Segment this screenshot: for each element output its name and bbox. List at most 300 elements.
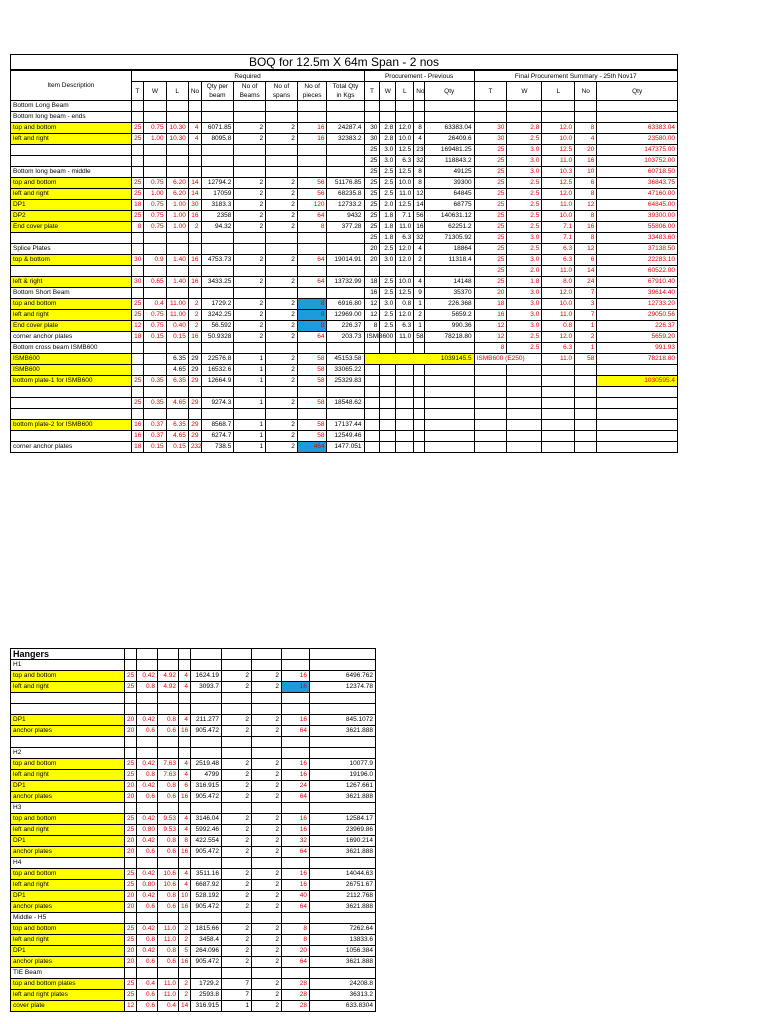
value-cell (507, 101, 542, 112)
value-cell: 64 (297, 211, 327, 222)
value-cell (234, 288, 266, 299)
value-cell: 32 (282, 836, 310, 847)
value-cell: 2.8 (380, 134, 396, 145)
value-cell: 20 (125, 946, 137, 957)
table-row (11, 946, 376, 957)
value-cell: 68775 (424, 200, 474, 211)
value-cell (575, 420, 597, 431)
value-cell: 0.8 (137, 935, 158, 946)
col-no-of-beams: No of Beams (234, 82, 266, 101)
value-cell: 6.3 (542, 255, 575, 266)
item-cell: top and bottom (11, 671, 125, 682)
table-row (11, 145, 678, 156)
value-cell: 16 (282, 715, 310, 726)
item-cell: Bottom long beam - ends (11, 112, 132, 123)
value-cell: 8 (414, 123, 425, 134)
value-cell (266, 156, 298, 167)
table-row (11, 759, 376, 770)
value-cell: 1.00 (166, 211, 188, 222)
value-cell: 211.277 (191, 715, 222, 726)
value-cell: 2.0 (507, 266, 542, 277)
value-cell: 58 (297, 431, 327, 442)
value-cell (137, 660, 158, 671)
value-cell (234, 101, 266, 112)
value-cell: 25 (364, 222, 380, 233)
value-cell: 7 (222, 990, 252, 1001)
value-cell (327, 112, 364, 123)
value-cell (131, 145, 144, 156)
value-cell: 1 (234, 420, 266, 431)
value-cell: 12.5 (542, 178, 575, 189)
value-cell: ISMB600 (364, 332, 380, 343)
value-cell: 10.30 (166, 123, 188, 134)
value-cell: 36313.2 (310, 990, 376, 1001)
value-cell (597, 101, 678, 112)
col-final-l: L (542, 82, 575, 101)
value-cell: 2 (252, 880, 282, 891)
value-cell: 0.4 (158, 1001, 179, 1012)
value-cell (234, 244, 266, 255)
value-cell (414, 101, 425, 112)
value-cell (282, 693, 310, 704)
value-cell: 0.75 (144, 211, 166, 222)
value-cell (144, 156, 166, 167)
value-cell (252, 693, 282, 704)
table-row (11, 233, 678, 244)
value-cell (507, 431, 542, 442)
value-cell: 4 (575, 134, 597, 145)
table-row (11, 671, 376, 682)
value-cell: 2 (234, 178, 266, 189)
value-cell (575, 101, 597, 112)
value-cell: 2 (252, 770, 282, 781)
value-cell (380, 387, 396, 398)
item-cell: corner anchor plates (11, 332, 132, 343)
value-cell: 16 (179, 957, 191, 968)
value-cell (327, 233, 364, 244)
value-cell (166, 343, 188, 354)
item-cell: top and bottom (11, 299, 132, 310)
value-cell (575, 112, 597, 123)
item-cell: H2 (11, 748, 125, 759)
col-t: T (131, 82, 144, 101)
value-cell: 9 (414, 288, 425, 299)
value-cell: 12374.78 (310, 682, 376, 693)
value-cell: 22283.10 (597, 255, 678, 266)
value-cell: 0.35 (144, 376, 166, 387)
value-cell: 12664.9 (201, 376, 234, 387)
value-cell: 1690.214 (310, 836, 376, 847)
table-row (11, 123, 678, 134)
value-cell: 0.80 (137, 880, 158, 891)
value-cell: 4 (179, 814, 191, 825)
value-cell: 2 (575, 332, 597, 343)
value-cell: 528.192 (191, 891, 222, 902)
value-cell (396, 343, 414, 354)
value-cell: 2 (266, 431, 298, 442)
value-cell (424, 266, 474, 277)
value-cell (364, 420, 380, 431)
value-cell: 30 (131, 255, 144, 266)
value-cell: 2.5 (507, 332, 542, 343)
value-cell: 4 (188, 134, 201, 145)
item-cell: corner anchor plates (11, 442, 132, 453)
value-cell (131, 343, 144, 354)
item-cell: End cover plate (11, 321, 132, 332)
value-cell: 203.73 (327, 332, 364, 343)
value-cell: 3 (575, 299, 597, 310)
value-cell (424, 409, 474, 420)
value-cell: 12.0 (542, 332, 575, 343)
value-cell (131, 156, 144, 167)
value-cell: 12.0 (542, 123, 575, 134)
value-cell (597, 387, 678, 398)
item-description-header: Item Description (11, 71, 132, 101)
value-cell: 25 (474, 266, 507, 277)
value-cell (144, 409, 166, 420)
table-row (11, 814, 376, 825)
value-cell: 0.35 (144, 398, 166, 409)
value-cell: 25 (131, 189, 144, 200)
value-cell: 2 (222, 836, 252, 847)
item-cell (11, 266, 132, 277)
value-cell (125, 913, 137, 924)
value-cell (144, 167, 166, 178)
value-cell: 3183.3 (201, 200, 234, 211)
value-cell (310, 913, 376, 924)
value-cell: 16 (282, 825, 310, 836)
value-cell: 103752.00 (597, 156, 678, 167)
value-cell: 2 (234, 332, 266, 343)
value-cell (424, 365, 474, 376)
value-cell: 20 (125, 836, 137, 847)
value-cell: 7.63 (158, 770, 179, 781)
value-cell: 0.42 (137, 781, 158, 792)
table-row (11, 682, 376, 693)
value-cell: 64 (282, 957, 310, 968)
value-cell (125, 968, 137, 979)
value-cell: 738.5 (201, 442, 234, 453)
table-row (11, 299, 678, 310)
value-cell (188, 145, 201, 156)
value-cell (252, 913, 282, 924)
value-cell (188, 167, 201, 178)
item-cell: top and bottom plates (11, 979, 125, 990)
value-cell (166, 233, 188, 244)
value-cell (474, 101, 507, 112)
value-cell: 1 (234, 365, 266, 376)
table-row (11, 693, 376, 704)
value-cell (297, 167, 327, 178)
table-row (11, 376, 678, 387)
value-cell (137, 803, 158, 814)
value-cell: 4 (179, 759, 191, 770)
value-cell: 2 (222, 869, 252, 880)
value-cell: 0.65 (144, 277, 166, 288)
value-cell: 2 (252, 924, 282, 935)
value-cell (266, 167, 298, 178)
value-cell (252, 704, 282, 715)
value-cell: 2 (252, 935, 282, 946)
value-cell: 4.92 (158, 671, 179, 682)
value-cell: 18548.62 (327, 398, 364, 409)
value-cell (158, 737, 179, 748)
value-cell: 2 (179, 990, 191, 1001)
value-cell: 0.75 (144, 222, 166, 233)
value-cell: 5992.46 (191, 825, 222, 836)
value-cell (310, 660, 376, 671)
table-row (11, 880, 376, 891)
value-cell (507, 398, 542, 409)
value-cell: 25 (474, 189, 507, 200)
value-cell: 905.472 (191, 957, 222, 968)
value-cell (234, 409, 266, 420)
value-cell: 2.5 (507, 189, 542, 200)
value-cell: 62251.2 (424, 222, 474, 233)
value-cell: 25 (474, 244, 507, 255)
value-cell: 36843.75 (597, 178, 678, 189)
value-cell: 12584.17 (310, 814, 376, 825)
value-cell: 12549.46 (327, 431, 364, 442)
value-cell: 8 (297, 299, 327, 310)
value-cell (131, 233, 144, 244)
value-cell: 20 (125, 792, 137, 803)
value-cell (191, 660, 222, 671)
value-cell (188, 387, 201, 398)
item-cell: H4 (11, 858, 125, 869)
value-cell: 4.65 (166, 398, 188, 409)
value-cell: 0.40 (166, 321, 188, 332)
value-cell (364, 112, 380, 123)
value-cell (179, 913, 191, 924)
value-cell (507, 365, 542, 376)
value-cell: 30 (474, 134, 507, 145)
value-cell: 2 (188, 321, 201, 332)
value-cell (507, 420, 542, 431)
table-row (11, 365, 678, 376)
value-cell: 18 (364, 277, 380, 288)
value-cell: 12.0 (396, 255, 414, 266)
value-cell: 5659.20 (597, 332, 678, 343)
value-cell: 25 (364, 167, 380, 178)
value-cell (201, 409, 234, 420)
item-cell: bottom plate-2 for ISMB600 (11, 420, 132, 431)
value-cell: 6071.85 (201, 123, 234, 134)
item-cell: Middle - H5 (11, 913, 125, 924)
value-cell: 12733.20 (597, 299, 678, 310)
value-cell: 0.15 (166, 442, 188, 453)
value-cell: 20 (282, 946, 310, 957)
value-cell: 2 (222, 891, 252, 902)
value-cell (234, 156, 266, 167)
value-cell (188, 288, 201, 299)
value-cell: 20 (575, 145, 597, 156)
value-cell (597, 431, 678, 442)
value-cell: 16 (297, 123, 327, 134)
value-cell (222, 737, 252, 748)
value-cell: 2 (252, 891, 282, 902)
value-cell: 2.5 (507, 211, 542, 222)
value-cell (137, 704, 158, 715)
value-cell (575, 409, 597, 420)
value-cell (424, 442, 474, 453)
value-cell: 63383.04 (424, 123, 474, 134)
item-cell: left and right plates (11, 990, 125, 1001)
table-row (11, 277, 678, 288)
value-cell: 0.6 (137, 792, 158, 803)
value-cell: 1 (234, 376, 266, 387)
value-cell (424, 112, 474, 123)
value-cell: 0.42 (137, 891, 158, 902)
value-cell (380, 398, 396, 409)
value-cell (137, 748, 158, 759)
table-row (11, 858, 376, 869)
value-cell (297, 233, 327, 244)
value-cell: 2.5 (507, 244, 542, 255)
value-cell (380, 376, 396, 387)
value-cell: 35370 (424, 288, 474, 299)
value-cell: 2 (414, 310, 425, 321)
value-cell: 226.368 (424, 299, 474, 310)
value-cell: 33065.22 (327, 365, 364, 376)
value-cell: 7 (575, 288, 597, 299)
value-cell: 2 (252, 946, 282, 957)
value-cell (396, 112, 414, 123)
value-cell: 2 (222, 792, 252, 803)
value-cell (125, 660, 137, 671)
value-cell: 23580.00 (597, 134, 678, 145)
value-cell (188, 112, 201, 123)
value-cell: 990.36 (424, 321, 474, 332)
item-cell: anchor plates (11, 726, 125, 737)
value-cell: 2 (234, 123, 266, 134)
value-cell: 20 (125, 847, 137, 858)
item-cell: H3 (11, 803, 125, 814)
value-cell: 29 (188, 376, 201, 387)
item-cell (11, 233, 132, 244)
value-cell: 25 (125, 880, 137, 891)
value-cell: 18864 (424, 244, 474, 255)
value-cell (507, 409, 542, 420)
value-cell: 377.28 (327, 222, 364, 233)
item-cell: Bottom long beam - middle (11, 167, 132, 178)
value-cell: 12 (364, 299, 380, 310)
value-cell: 10.6 (158, 880, 179, 891)
value-cell (191, 748, 222, 759)
value-cell: 3621.888 (310, 792, 376, 803)
value-cell: 29050.56 (597, 310, 678, 321)
value-cell: 0.75 (144, 123, 166, 134)
value-cell: 0.8 (158, 836, 179, 847)
value-cell: ISMB600 (E250) (474, 354, 542, 365)
value-cell: 3.0 (380, 145, 396, 156)
value-cell (474, 112, 507, 123)
value-cell: 0.42 (137, 836, 158, 847)
value-cell: 10.6 (158, 869, 179, 880)
value-cell: 20 (364, 255, 380, 266)
value-cell: 3242.25 (201, 310, 234, 321)
value-cell: 2.5 (380, 310, 396, 321)
value-cell: 2 (222, 946, 252, 957)
value-cell: 0.9 (144, 255, 166, 266)
value-cell: 2.5 (507, 343, 542, 354)
value-cell: 8 (364, 321, 380, 332)
value-cell (542, 409, 575, 420)
value-cell: 67910.40 (597, 277, 678, 288)
value-cell (327, 167, 364, 178)
value-cell (201, 167, 234, 178)
value-cell: 147375.00 (597, 145, 678, 156)
value-cell: 64 (282, 726, 310, 737)
value-cell: 845.1072 (310, 715, 376, 726)
value-cell (282, 803, 310, 814)
col-prev-qty: Qty (424, 82, 474, 101)
value-cell (380, 420, 396, 431)
value-cell (131, 354, 144, 365)
value-cell (380, 266, 396, 277)
value-cell: 16 (179, 792, 191, 803)
value-cell: 25 (125, 990, 137, 1001)
item-cell (11, 693, 125, 704)
value-cell: 30 (188, 200, 201, 211)
value-cell (179, 803, 191, 814)
value-cell: 2 (222, 825, 252, 836)
value-cell (234, 112, 266, 123)
value-cell: 422.554 (191, 836, 222, 847)
value-cell: 6.35 (166, 354, 188, 365)
value-cell: 2 (252, 759, 282, 770)
value-cell (424, 343, 474, 354)
value-cell (364, 266, 380, 277)
table-row (11, 321, 678, 332)
value-cell: 2 (266, 420, 298, 431)
value-cell: 39300.00 (597, 211, 678, 222)
value-cell (542, 442, 575, 453)
table-row (11, 255, 678, 266)
value-cell (327, 156, 364, 167)
value-cell (179, 748, 191, 759)
value-cell: 2 (266, 211, 298, 222)
value-cell: 2.5 (380, 189, 396, 200)
value-cell (327, 101, 364, 112)
value-cell: 25 (474, 233, 507, 244)
value-cell: 29 (188, 398, 201, 409)
value-cell: 4 (414, 277, 425, 288)
value-cell: 51176.85 (327, 178, 364, 189)
item-cell: top and bottom (11, 759, 125, 770)
table-row (11, 836, 376, 847)
value-cell (266, 343, 298, 354)
value-cell (364, 431, 380, 442)
value-cell: 7 (222, 979, 252, 990)
value-cell (414, 365, 425, 376)
value-cell (310, 858, 376, 869)
value-cell: 64 (282, 792, 310, 803)
value-cell: 2.5 (380, 288, 396, 299)
value-cell (310, 737, 376, 748)
value-cell: 1.40 (166, 277, 188, 288)
value-cell (266, 244, 298, 255)
value-cell: 11.0 (542, 156, 575, 167)
value-cell (364, 343, 380, 354)
value-cell (327, 409, 364, 420)
value-cell (137, 693, 158, 704)
value-cell: 2 (252, 715, 282, 726)
value-cell (282, 913, 310, 924)
value-cell: 2.8 (380, 123, 396, 134)
value-cell: 1 (234, 398, 266, 409)
value-cell: 169481.25 (424, 145, 474, 156)
